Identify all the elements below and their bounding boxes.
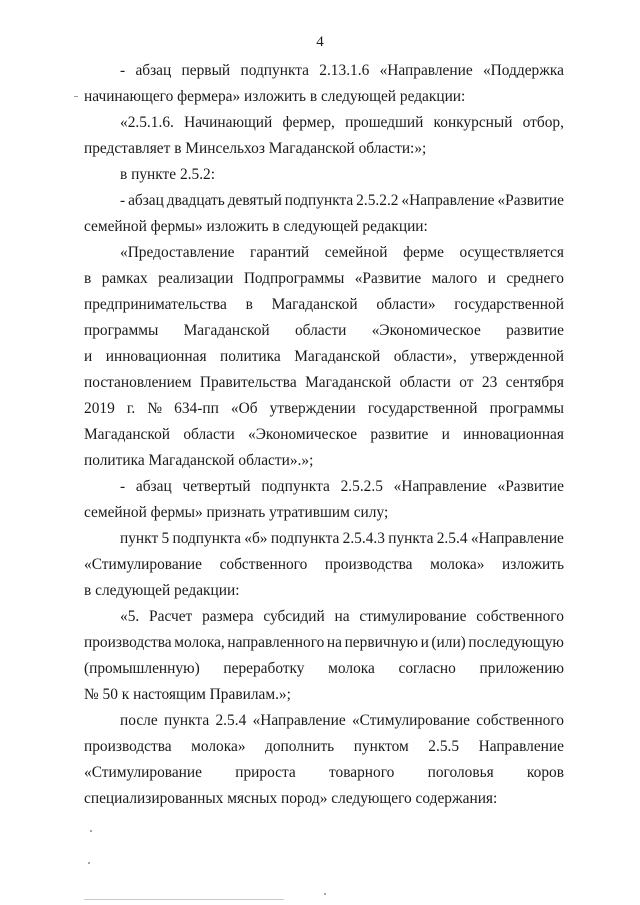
word: развитие	[506, 322, 564, 339]
text-line	[84, 296, 564, 314]
word: молока	[328, 660, 375, 677]
word: «Экономическое	[248, 426, 358, 443]
word: производства	[84, 634, 172, 651]
word: области»,	[393, 348, 457, 365]
word: и	[441, 426, 450, 443]
word: 2.5.2.5	[340, 478, 383, 495]
word: производства	[324, 556, 413, 573]
word: собственного	[476, 712, 564, 729]
text-line	[84, 738, 564, 756]
word: развитие	[370, 426, 429, 443]
word: отбор,	[522, 114, 564, 131]
page-number: 4	[316, 34, 324, 50]
word: поголовья	[427, 764, 494, 781]
word: Направление	[478, 738, 564, 755]
word: рамках	[101, 270, 148, 287]
word: производства	[84, 738, 172, 755]
word: первичную	[344, 634, 418, 651]
word: «Развитие	[354, 270, 422, 287]
word: фермер,	[282, 114, 335, 131]
text-line: начинающего фермера» изложить в следующей редакции:	[84, 88, 466, 105]
word: абзац	[135, 62, 172, 79]
word: «Направление	[379, 62, 473, 79]
text-line	[120, 478, 564, 496]
word: (или)	[431, 634, 466, 651]
word: инновационная	[105, 348, 207, 365]
word: прошедший	[345, 114, 424, 131]
word: гарантий	[250, 244, 310, 261]
word: среднего	[506, 270, 564, 287]
word: утверждении	[269, 400, 356, 417]
word: подпункта	[240, 62, 309, 79]
word: Магаданской	[305, 374, 392, 391]
word: в	[84, 270, 92, 287]
word: молока»	[430, 556, 485, 573]
word: государственной	[367, 400, 478, 417]
word: -	[120, 192, 126, 209]
word: №	[147, 400, 163, 417]
word: первый	[181, 62, 231, 79]
word: малого	[431, 270, 478, 287]
text-line	[120, 712, 564, 730]
word: реализации	[158, 270, 234, 287]
text-line	[120, 244, 564, 262]
text-line	[84, 634, 564, 652]
word: Магаданской	[84, 426, 171, 443]
word: собственного	[219, 556, 308, 573]
word: «Направление	[401, 192, 495, 209]
word: 23	[481, 374, 498, 391]
word: пунктом	[353, 738, 409, 755]
word: 2019	[84, 400, 115, 417]
word: семейной	[324, 244, 388, 261]
text-line: семейной фермы» изложить в следующей редакции:	[84, 218, 428, 235]
word: области	[399, 374, 451, 391]
word: девятый	[227, 192, 282, 209]
word: от	[459, 374, 474, 391]
word: «Направление	[252, 712, 346, 729]
word: -	[120, 478, 126, 495]
footer-rule	[84, 899, 284, 900]
word: подпункта	[270, 530, 340, 547]
word: в	[245, 296, 253, 313]
word: «Направление	[470, 530, 564, 547]
text-line: № 50 к настоящим Правилам.»;	[84, 686, 291, 703]
word: молока»	[191, 738, 246, 755]
text-line: семейной фермы» признать утратившим силу;	[84, 504, 389, 521]
word: области	[294, 322, 347, 339]
word: предпринимательства	[84, 296, 227, 313]
word: 2.5.4.3	[342, 530, 385, 547]
word: 2.13.1.6	[319, 62, 370, 79]
word: после	[120, 712, 158, 729]
scan-speck	[88, 862, 90, 864]
text-line	[120, 608, 564, 626]
word: инновационная	[463, 426, 564, 443]
word: 5	[161, 530, 170, 547]
word: «Направление	[393, 478, 487, 495]
word: абзац	[128, 192, 164, 209]
word: подпункта	[284, 192, 354, 209]
word: пункта	[388, 530, 434, 547]
word: «б»	[244, 530, 268, 547]
word: «2.5.1.6.	[120, 114, 174, 131]
text-line	[84, 556, 564, 574]
word: 2.5.4	[436, 530, 468, 547]
word: на	[334, 608, 350, 625]
word: пункта	[163, 712, 210, 729]
text-line	[84, 426, 564, 444]
text-line: в пункте 2.5.2:	[120, 166, 216, 183]
word: приложению	[479, 660, 564, 677]
word: г.	[126, 400, 136, 417]
word: и	[84, 348, 93, 365]
text-line	[84, 270, 564, 288]
word: абзац	[135, 478, 172, 495]
word: программы	[84, 322, 159, 339]
word: Расчет	[149, 608, 193, 625]
text-line	[120, 530, 564, 548]
text-line	[120, 192, 564, 210]
word: Магаданской	[294, 348, 381, 365]
word: подпункта	[261, 478, 330, 495]
text-line	[84, 400, 564, 418]
word: «Развитие	[497, 192, 564, 209]
word: программы	[489, 400, 564, 417]
word: стимулирование	[359, 608, 467, 625]
word: «Экономическое	[371, 322, 481, 339]
scan-artifact	[74, 96, 78, 97]
word: собственного	[476, 608, 564, 625]
word: коров	[526, 764, 564, 781]
word: Магаданской	[183, 322, 270, 339]
word: 2.5.2.2	[356, 192, 399, 209]
word: Магаданской	[271, 296, 358, 313]
scan-speck	[90, 830, 92, 832]
word: четвертый	[182, 478, 251, 495]
word: «Поддержка	[482, 62, 564, 79]
word: переработку	[223, 660, 305, 677]
word: Правительства	[199, 374, 297, 391]
text-line	[84, 660, 564, 678]
word: субсидий	[263, 608, 325, 625]
word: Начинающий	[184, 114, 273, 131]
text-line	[84, 374, 564, 392]
scan-speck	[324, 893, 326, 895]
word: «Развитие	[497, 478, 564, 495]
word: прироста	[235, 764, 296, 781]
word: дополнить	[265, 738, 335, 755]
word: ферме	[403, 244, 444, 261]
word: и	[487, 270, 496, 287]
word: конкурсный	[433, 114, 513, 131]
word: «Стимулирование	[84, 556, 202, 573]
word: изложить	[502, 556, 564, 573]
word: 634-пп	[174, 400, 219, 417]
text-line: представляет в Минсельхоз Магаданской области:»;	[84, 140, 427, 157]
word: постановлением	[84, 374, 192, 391]
text-line	[84, 348, 564, 366]
word: размера	[202, 608, 254, 625]
word: подпункта	[172, 530, 241, 547]
word: 2.5.5	[428, 738, 460, 755]
word: «Предоставление	[120, 244, 235, 261]
word: направленного	[227, 634, 325, 651]
text-line	[84, 322, 564, 340]
word: области»	[376, 296, 436, 313]
text-line: в следующей редакции:	[84, 582, 240, 599]
word: на	[326, 634, 342, 651]
word: последующую	[468, 634, 564, 651]
word: 2.5.4	[215, 712, 247, 729]
word: «Об	[230, 400, 258, 417]
text-line	[120, 62, 564, 80]
text-line: специализированных мясных пород» следующего содержания:	[84, 790, 498, 807]
word: осуществляется	[459, 244, 564, 261]
word: товарного	[328, 764, 395, 781]
word: государственной	[454, 296, 564, 313]
word: -	[120, 62, 126, 79]
word: политика	[220, 348, 281, 365]
word: области	[183, 426, 235, 443]
word: молока,	[174, 634, 225, 651]
word: согласно	[398, 660, 456, 677]
text-line	[84, 764, 564, 782]
word: (промышленную)	[84, 660, 200, 677]
word: пункт	[120, 530, 159, 547]
word: Подпрограммы	[243, 270, 345, 287]
text-line: политика Магаданской области».»;	[84, 452, 314, 469]
word: сентября	[505, 374, 564, 391]
word: «Стимулирование	[84, 764, 202, 781]
word: и	[420, 634, 429, 651]
word: «Стимулирование	[351, 712, 470, 729]
word: двадцать	[166, 192, 225, 209]
text-line	[120, 114, 564, 132]
word: утвержденной	[470, 348, 564, 365]
word: «5.	[120, 608, 140, 625]
